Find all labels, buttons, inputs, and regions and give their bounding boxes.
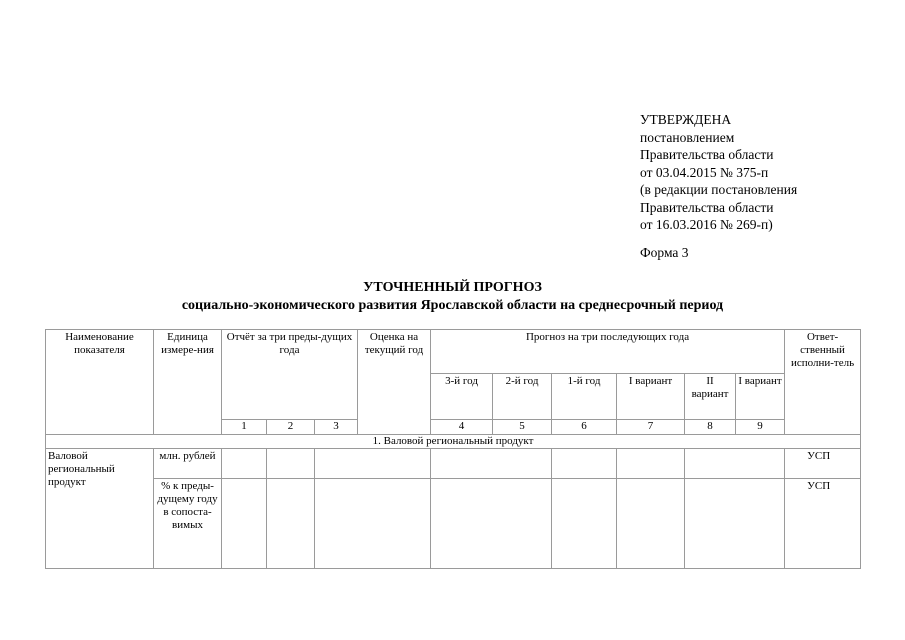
header-responsible: Ответ-ственный исполни-тель (785, 330, 861, 435)
column-number: 9 (736, 420, 785, 435)
column-number: 4 (431, 420, 493, 435)
data-cell (267, 479, 315, 569)
header-report: Отчёт за три преды-дущих года (222, 330, 358, 420)
data-cell (685, 479, 785, 569)
data-cell (552, 449, 617, 479)
data-cell (222, 449, 267, 479)
header-year2: 2-й год (493, 374, 552, 420)
column-number: 1 (222, 420, 267, 435)
row-unit: млн. рублей (154, 449, 222, 479)
row-responsible: УСП (785, 449, 861, 479)
approval-line: от 03.04.2015 № 375-п (640, 164, 769, 180)
data-cell (617, 479, 685, 569)
header-y1-var1: I вариант (617, 374, 685, 420)
column-number: 8 (685, 420, 736, 435)
data-cell (431, 449, 552, 479)
approval-block (640, 111, 870, 234)
data-cell (222, 479, 267, 569)
row-unit: % к преды-дущему году в сопоста-вимых (154, 479, 222, 569)
data-cell (617, 449, 685, 479)
column-number: 3 (315, 420, 358, 435)
section-title: 1. Валовой региональный продукт (46, 435, 861, 449)
header-year1: 1-й год (552, 374, 617, 420)
form-label: Форма 3 (640, 245, 689, 260)
document-title: УТОЧНЕННЫЙ ПРОГНОЗ (363, 280, 542, 295)
data-cell (315, 449, 431, 479)
header-y2-var1: I вариант (736, 374, 785, 420)
column-number: 5 (493, 420, 552, 435)
document-subtitle: социально-экономического развития Ярославской области на среднесрочный период (181, 298, 724, 313)
approval-line: Правительства области (640, 199, 774, 215)
header-forecast: Прогноз на три последующих года (431, 330, 785, 374)
data-cell (267, 449, 315, 479)
header-estimate: Оценка на текущий год (358, 330, 431, 435)
column-number: 6 (552, 420, 617, 435)
row-responsible: УСП (785, 479, 861, 569)
header-y1-var2: II вариант (685, 374, 736, 420)
approval-line: УТВЕРЖДЕНА (640, 112, 732, 127)
approval-line: (в редакции постановления (640, 182, 798, 197)
data-cell (431, 479, 552, 569)
approval-line: Правительства области (640, 147, 774, 162)
data-cell (552, 479, 617, 569)
forecast-table (45, 329, 861, 569)
approval-line: от 16.03.2016 № 269-п) (640, 217, 773, 232)
row-name: Валовой региональный продукт (46, 449, 154, 569)
data-cell (315, 479, 431, 569)
header-year3: 3-й год (431, 374, 493, 420)
data-cell (685, 449, 785, 479)
column-number: 2 (267, 420, 315, 435)
header-unit: Единица измере-ния (154, 330, 222, 435)
header-name: Наименование показателя (46, 330, 154, 435)
column-number: 7 (617, 420, 685, 435)
approval-line: постановлением (640, 129, 735, 145)
